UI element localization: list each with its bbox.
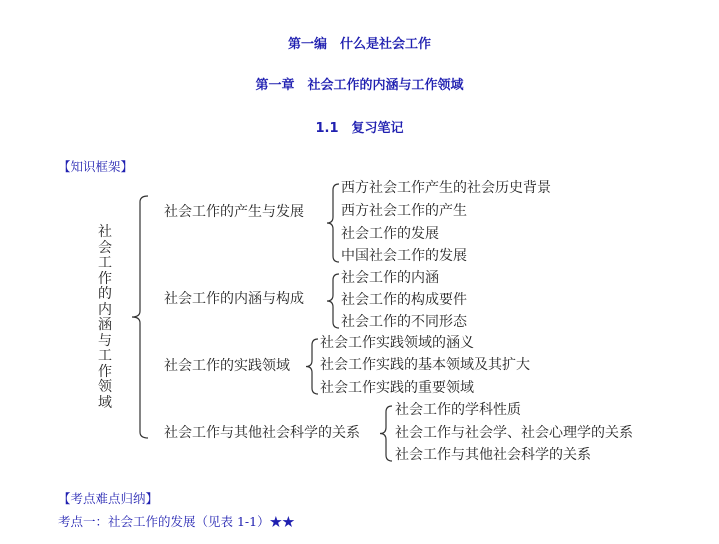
framework-root-char: 的 (98, 286, 112, 302)
framework-root-char: 与 (98, 332, 112, 349)
framework-branch: 社会工作与其他社会科学的关系 (164, 425, 360, 441)
framework-label: 【知识框架】 (58, 159, 134, 174)
framework-leaf: 社会工作的不同形态 (341, 314, 467, 330)
framework-root-char: 社 (98, 224, 112, 240)
framework-root-char: 涵 (98, 317, 112, 333)
framework-leaf: 社会工作与社会学、社会心理学的关系 (395, 425, 633, 441)
section-title: 1.1 复习笔记 (315, 121, 404, 136)
key-points-label: 【考点难点归纳】 (58, 491, 159, 506)
key-point-1: 考点一：社会工作的发展（见表 1-1）★★ (58, 514, 295, 529)
framework-leaf: 西方社会工作的产生 (341, 203, 467, 219)
framework-branch: 社会工作的实践领域 (164, 358, 290, 374)
branch-brace (306, 339, 318, 394)
branch-brace (327, 184, 339, 262)
framework-leaf: 社会工作实践的基本领域及其扩大 (320, 357, 530, 373)
framework-root-char: 工 (98, 255, 112, 271)
framework-root-char: 作 (98, 363, 112, 380)
framework-leaf: 中国社会工作的发展 (341, 248, 467, 264)
framework-root-char: 会 (98, 239, 112, 256)
framework-leaf: 社会工作实践领域的涵义 (320, 335, 474, 351)
framework-leaf: 社会工作的发展 (341, 226, 439, 242)
framework-leaf: 社会工作的构成要件 (341, 292, 467, 308)
framework-leaf: 社会工作的学科性质 (395, 402, 521, 418)
framework-branch: 社会工作的内涵与构成 (164, 291, 304, 307)
framework-leaf: 社会工作与其他社会科学的关系 (395, 447, 591, 463)
part-title: 第一编 什么是社会工作 (287, 37, 431, 52)
framework-root-char: 作 (98, 270, 112, 287)
framework-leaf: 社会工作实践的重要领域 (320, 380, 474, 396)
framework-root-char: 内 (98, 301, 112, 318)
branch-brace (327, 274, 339, 328)
root-brace (132, 196, 148, 438)
framework-leaf: 西方社会工作产生的社会历史背景 (341, 180, 551, 196)
framework-root-char: 领 (98, 379, 112, 395)
framework-leaf: 社会工作的内涵 (341, 270, 439, 286)
chapter-title: 第一章 社会工作的内涵与工作领域 (255, 78, 464, 93)
branch-brace (380, 406, 392, 461)
framework-branch: 社会工作的产生与发展 (164, 204, 304, 220)
framework-root-char: 域 (98, 394, 112, 411)
framework-root-char: 工 (98, 348, 112, 364)
